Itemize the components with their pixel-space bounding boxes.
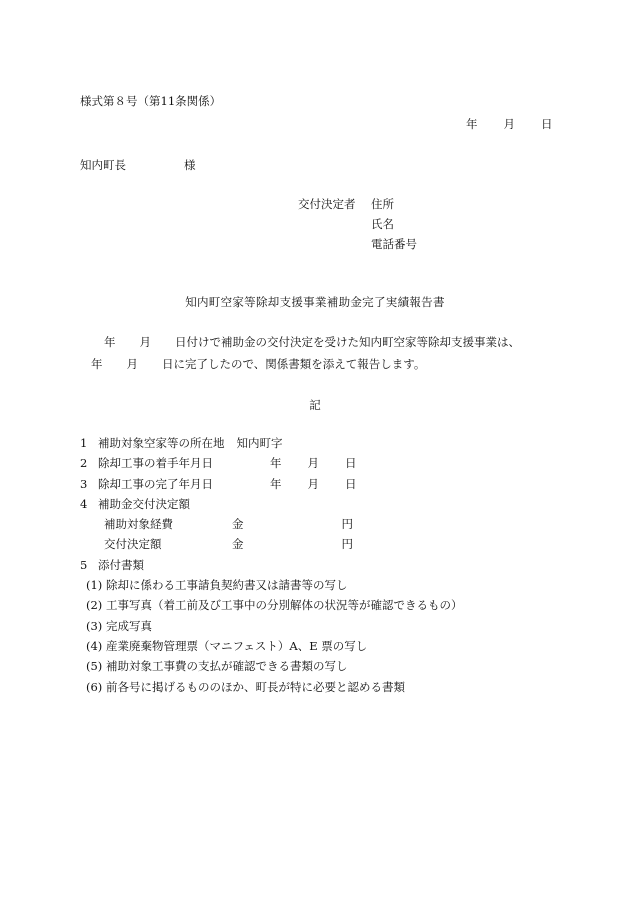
attachment-number: (2) xyxy=(86,598,103,613)
ki-heading: 記 xyxy=(309,398,321,412)
attachment-item xyxy=(80,618,463,641)
item-number: 4 xyxy=(80,496,88,511)
item-label: 除却工事の完了年月日 xyxy=(98,476,213,491)
list-item xyxy=(80,476,463,499)
item-number: 3 xyxy=(80,476,88,491)
attachment-text: 前各号に掲げるもののほか、町長が特に必要と認める書類 xyxy=(106,679,405,694)
amount-kin: 金 xyxy=(232,517,244,532)
list-item xyxy=(80,438,463,458)
attachment-number: (4) xyxy=(86,638,103,653)
start-day: 日 xyxy=(345,456,357,471)
addressee-honorific: 様 xyxy=(184,158,196,172)
phone-label: 電話番号 xyxy=(371,237,417,251)
body-text-line-1 xyxy=(104,337,520,349)
item-label: 補助金交付決定額 xyxy=(98,496,190,511)
document-title: 知内町空家等除却支援事業補助金完了実績報告書 xyxy=(185,295,445,309)
attachment-text: 除却に係わる工事請負契約書又は請書等の写し xyxy=(106,578,348,593)
attachment-text: 完成写真 xyxy=(106,618,152,633)
body-month: 月 xyxy=(139,335,151,349)
amount-row xyxy=(80,519,463,539)
end-month: 月 xyxy=(307,476,319,491)
item-number: 2 xyxy=(80,456,88,471)
amount-yen: 円 xyxy=(341,517,353,532)
body-year: 年 xyxy=(104,335,116,349)
name-label: 氏名 xyxy=(371,217,394,231)
attachment-item xyxy=(80,638,463,661)
attachment-number: (3) xyxy=(86,618,103,633)
item-label: 補助対象空家等の所在地 xyxy=(98,436,225,450)
applicant-label: 交付決定者 xyxy=(298,197,356,211)
body-line1-text: 日付けで補助金の交付決定を受けた知内町空家等除却支援事業は、 xyxy=(175,335,520,349)
amount-label: 補助対象経費 xyxy=(104,517,173,532)
location-value: 知内町字 xyxy=(236,436,283,450)
attachment-item xyxy=(80,661,463,681)
list-item xyxy=(80,458,463,478)
attachment-item xyxy=(80,600,463,620)
amount-yen: 円 xyxy=(341,537,353,552)
date-year-label: 年 xyxy=(466,117,478,131)
end-year: 年 xyxy=(270,476,282,491)
attachment-text: 工事写真（着工前及び工事中の分別解体の状況等が確認できるもの） xyxy=(106,598,463,613)
item-label: 添付書類 xyxy=(98,557,144,572)
item-label: 除却工事の着手年月日 xyxy=(98,456,213,471)
body-text-line-2 xyxy=(91,359,425,371)
start-year: 年 xyxy=(270,456,282,471)
attachment-number: (1) xyxy=(86,578,103,593)
attachment-item xyxy=(80,580,463,600)
list-item xyxy=(80,496,463,519)
body-line2-month: 月 xyxy=(126,357,138,371)
date-day-label: 日 xyxy=(541,117,553,131)
attachment-text: 産業廃棄物管理票（マニフェスト）A、E 票の写し xyxy=(106,638,368,653)
addressee-name: 知内町長 xyxy=(80,158,126,172)
item-list xyxy=(80,438,463,702)
applicant-fields xyxy=(371,199,417,259)
attachment-item xyxy=(80,679,463,702)
date-month-label: 月 xyxy=(503,117,515,131)
amount-label: 交付決定額 xyxy=(104,537,162,552)
start-month: 月 xyxy=(307,456,319,471)
end-day: 日 xyxy=(345,476,357,491)
attachment-number: (6) xyxy=(86,679,103,694)
item-number: 5 xyxy=(80,557,88,572)
amount-kin: 金 xyxy=(232,537,244,552)
attachment-number: (5) xyxy=(86,659,103,674)
address-label: 住所 xyxy=(371,197,394,211)
form-number: 様式第８号（第11条関係） xyxy=(80,94,222,108)
body-line2-text: 日に完了したので、関係書類を添えて報告します。 xyxy=(162,357,426,371)
report-date xyxy=(466,119,553,131)
amount-row xyxy=(80,539,463,559)
body-line2-year: 年 xyxy=(91,357,103,371)
item-number: 1 xyxy=(80,436,88,450)
list-item xyxy=(80,557,463,580)
attachment-text: 補助対象工事費の支払が確認できる書類の写し xyxy=(106,659,348,674)
addressee xyxy=(80,160,196,172)
